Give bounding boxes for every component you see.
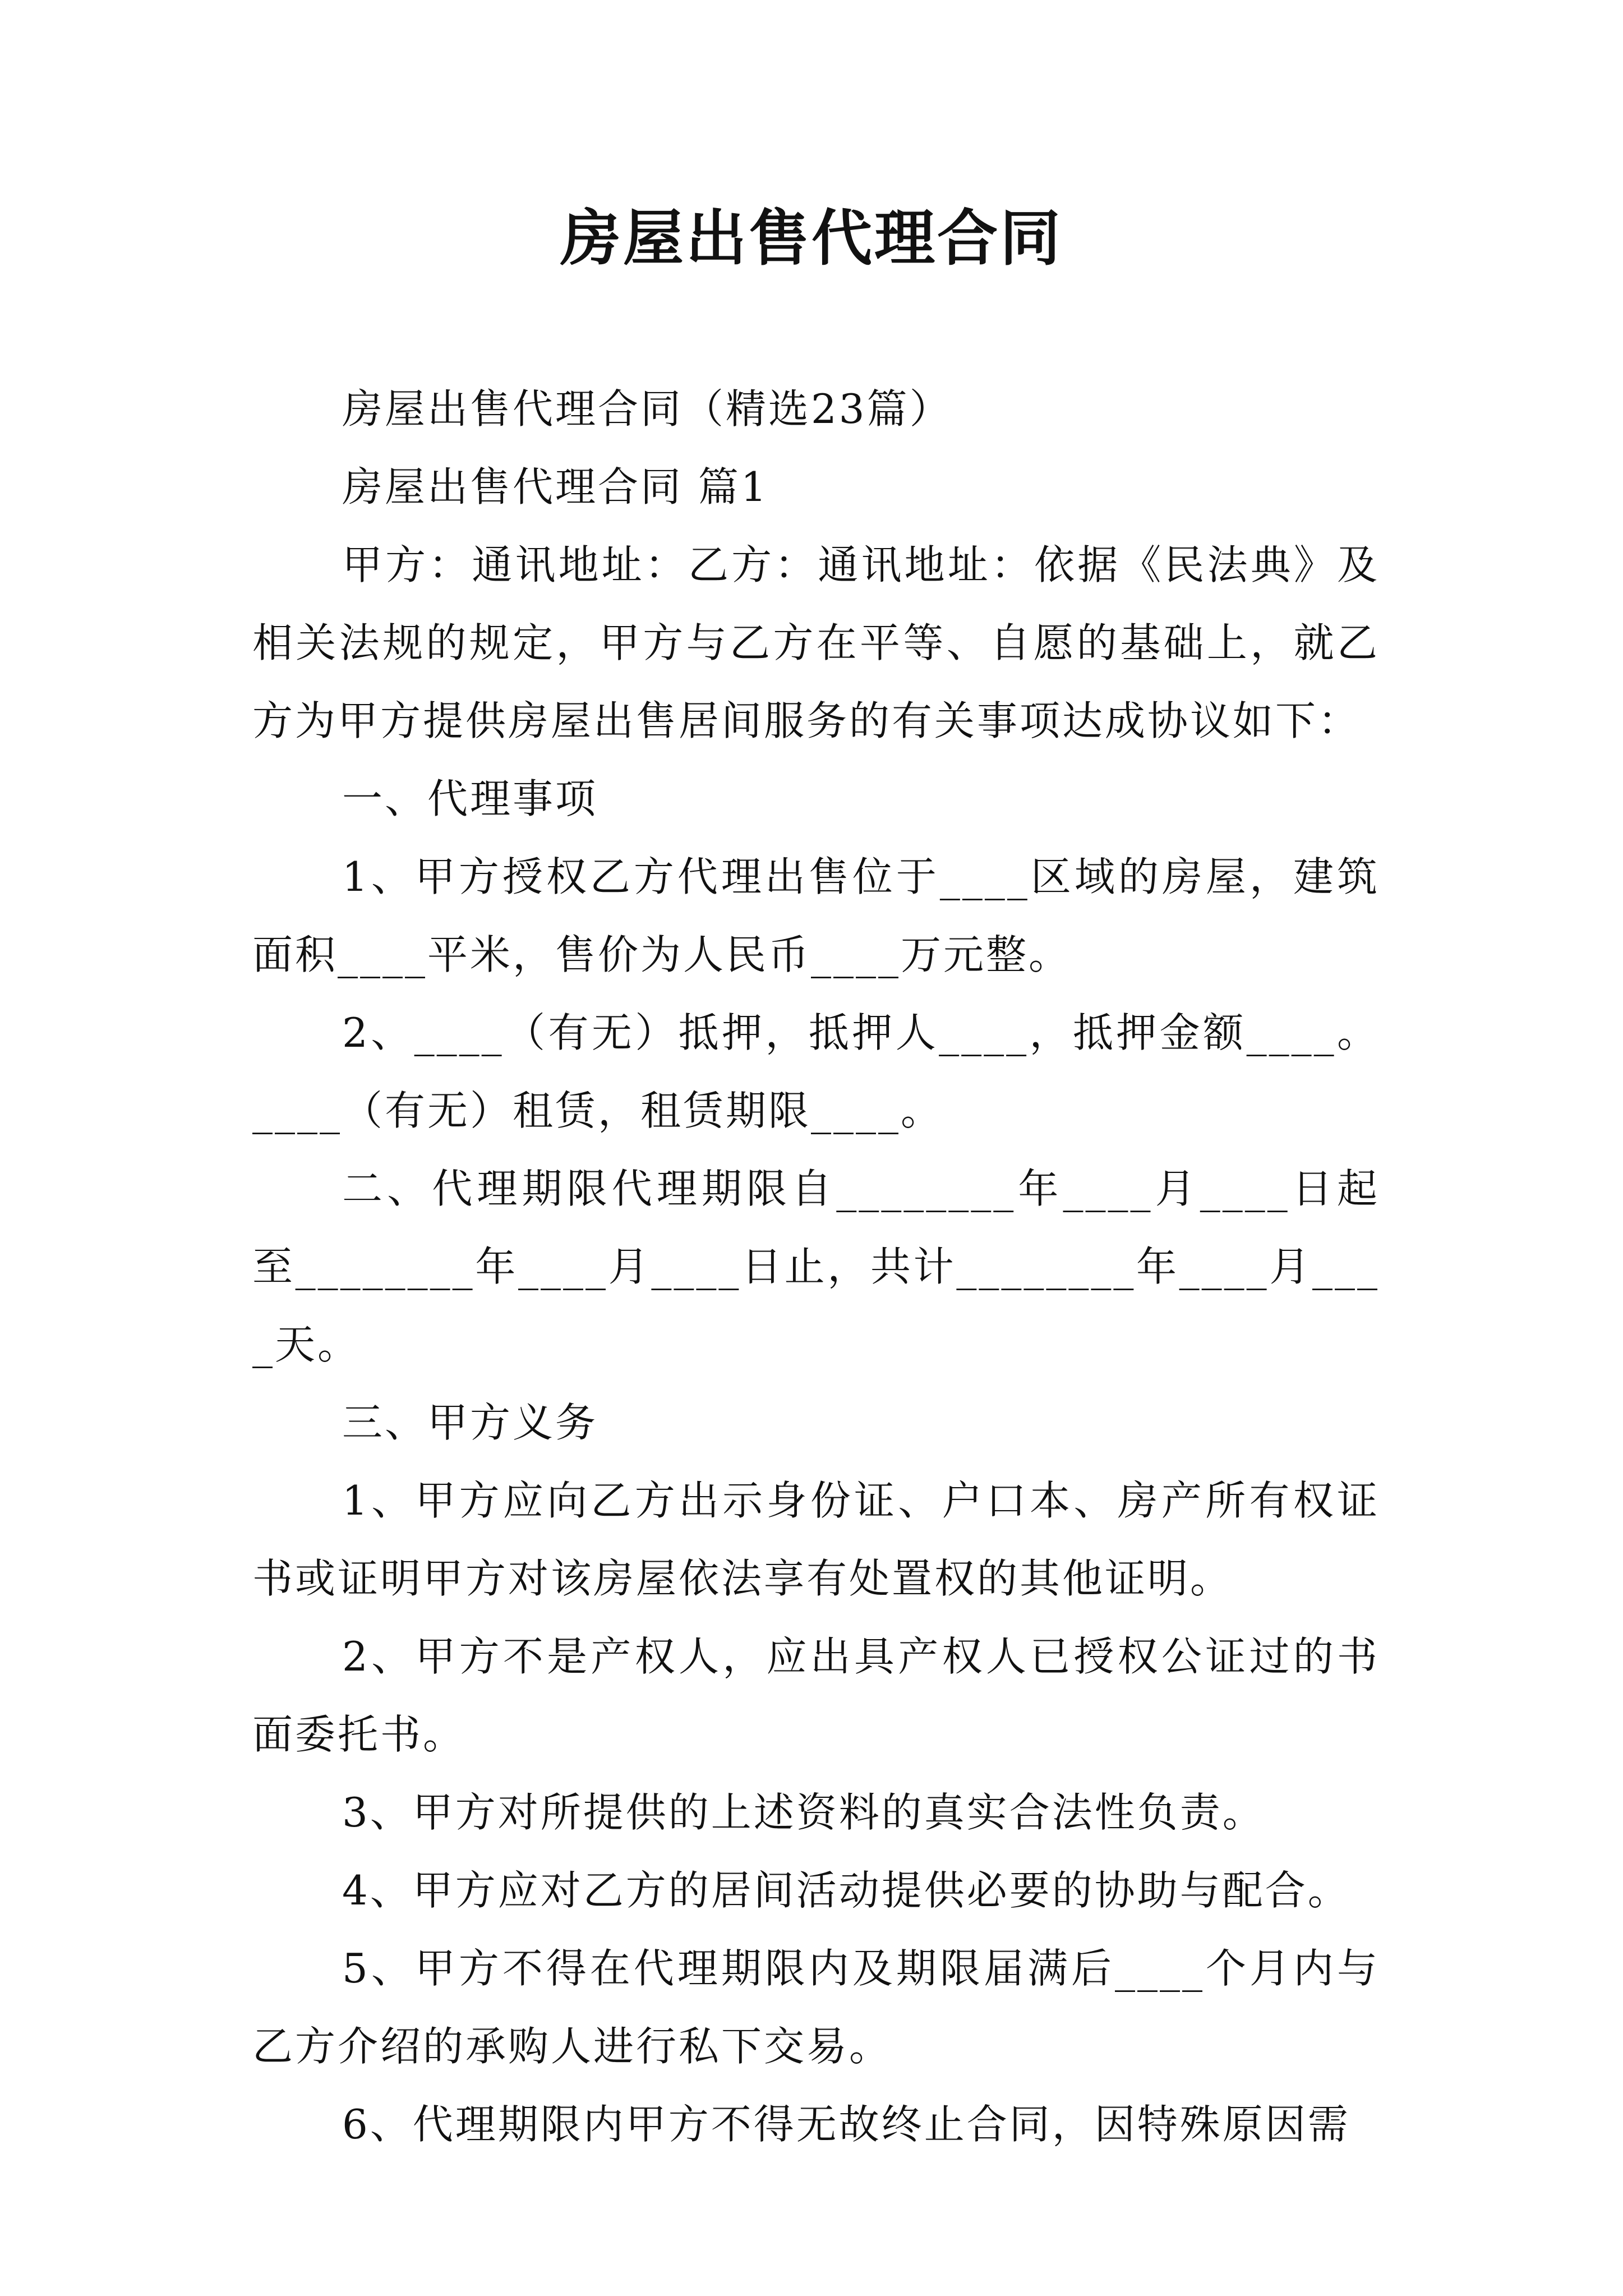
paragraph-clause: 4、甲方应对乙方的居间活动提供必要的协助与配合。 (342, 1867, 1350, 1914)
paragraph-clause: 2、____（有无）抵押，抵押人____，抵押金额____。____（有无）租赁，租赁期限____。 (252, 1009, 1380, 1134)
paragraph-section-heading: 房屋出售代理合同 篇1 (342, 463, 769, 510)
paragraph-parties: 甲方：通讯地址：乙方：通讯地址：依据《民法典》及相关法规的规定，甲方与乙方在平等、自愿的基础上，就乙方为甲方提供房屋出售居间服务的有关事项达成协议如下： (252, 541, 1380, 744)
paragraph-clause: 1、甲方授权乙方代理出售位于____区域的房屋，建筑面积____平米，售价为人民币____万元整。 (252, 853, 1380, 978)
paragraph-clause: 5、甲方不得在代理期限内及期限届满后____个月内与乙方介绍的承购人进行私下交易。 (252, 1945, 1380, 2070)
paragraph-clause: 3、甲方对所提供的上述资料的真实合法性负责。 (342, 1789, 1265, 1836)
paragraph-clause: 1、甲方应向乙方出示身份证、户口本、房产所有权证书或证明甲方对该房屋依法享有处置权的其他证明。 (252, 1477, 1380, 1602)
document-title: 房屋出售代理合同 (560, 203, 1063, 274)
paragraph-agency-period: 二、代理期限代理期限自________年____月____日起至________年____月____日止，共计________年____月____天。 (252, 1165, 1380, 1368)
paragraph-heading-party-a-obligations: 三、甲方义务 (342, 1399, 598, 1446)
paragraph-clause: 2、甲方不是产权人，应出具产权人已授权公证过的书面委托书。 (252, 1633, 1380, 1758)
document-body (252, 370, 1380, 2164)
paragraph-heading-agency-matters: 一、代理事项 (342, 775, 598, 822)
paragraph-subtitle: 房屋出售代理合同（精选23篇） (342, 385, 952, 432)
paragraph-clause: 6、代理期限内甲方不得无故终止合同，因特殊原因需 (342, 2101, 1350, 2148)
